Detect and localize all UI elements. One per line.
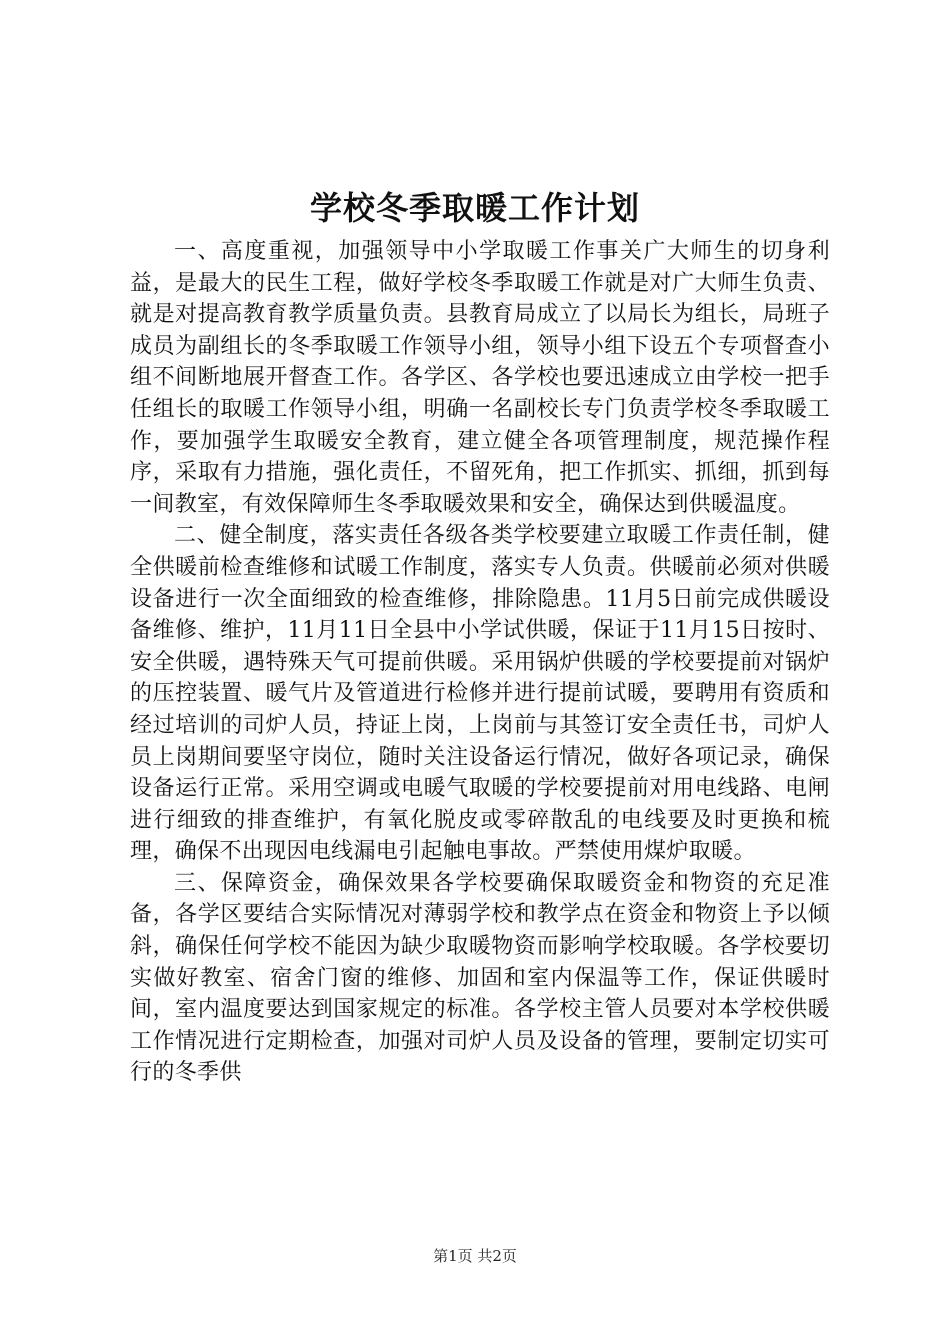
page-title: 学校冬季取暖工作计划 [309,189,640,227]
paragraph-2: 二、健全制度，落实责任各级各类学校要建立取暖工作责任制，健全供暖前检查维修和试暖工作制度，落实专人负责。供暖前必须对供暖设备进行一次全面细致的检查维修，排除隐患。11月5日前完成供暖设备维修、维护，11月11日全县中小学试供暖，保证于11月15日按时、安全供暖，遇特殊天气可提前供暖。采用锅炉供暖的学校要提前对锅炉的压控装置、暖气片及管道进行检修并进行提前试暖，要聘用有资质和经过培训的司炉人员，持证上岗，上岗前与其签订安全责任书，司炉人员上岗期间要坚守岗位，随时关注设备运行情况，做好各项记录，确保设备运行正常。采用空调或电暖气取暖的学校要提前对用电线路、电闸进行细致的排查维护，有氧化脱皮或零碎散乱的电线要及时更换和梳理，确保不出现因电线漏电引起触电事故。严禁使用煤炉取暖。 [130,523,830,865]
page-footer: 第1页 共2页 [433,1247,517,1265]
document-body [130,236,830,1089]
paragraph-1: 一、高度重视，加强领导中小学取暖工作事关广大师生的切身利益，是最大的民生工程，做好学校冬季取暖工作就是对广大师生负责、就是对提高教育教学质量负责。县教育局成立了以局长为组长，局班子成员为副组长的冬季取暖工作领导小组，领导小组下设五个专项督查小组不间断地展开督查工作。各学区、各学校也要迅速成立由学校一把手任组长的取暖工作领导小组，明确一名副校长专门负责学校冬季取暖工作，要加强学生取暖安全教育，建立健全各项管理制度，规范操作程序，采取有力措施，强化责任，不留死角，把工作抓实、抓细，抓到每一间教室，有效保障师生冬季取暖效果和安全，确保达到供暖温度。 [130,239,830,517]
paragraph-3: 三、保障资金，确保效果各学校要确保取暖资金和物资的充足准备，各学区要结合实际情况对薄弱学校和教学点在资金和物资上予以倾斜，确保任何学校不能因为缺少取暖物资而影响学校取暖。各学校要切实做好教室、宿舍门窗的维修、加固和室内保温等工作，保证供暖时间，室内温度要达到国家规定的标准。各学校主管人员要对本学校供暖工作情况进行定期检查，加强对司炉人员及设备的管理，要制定切实可行的冬季供 [130,870,830,1086]
